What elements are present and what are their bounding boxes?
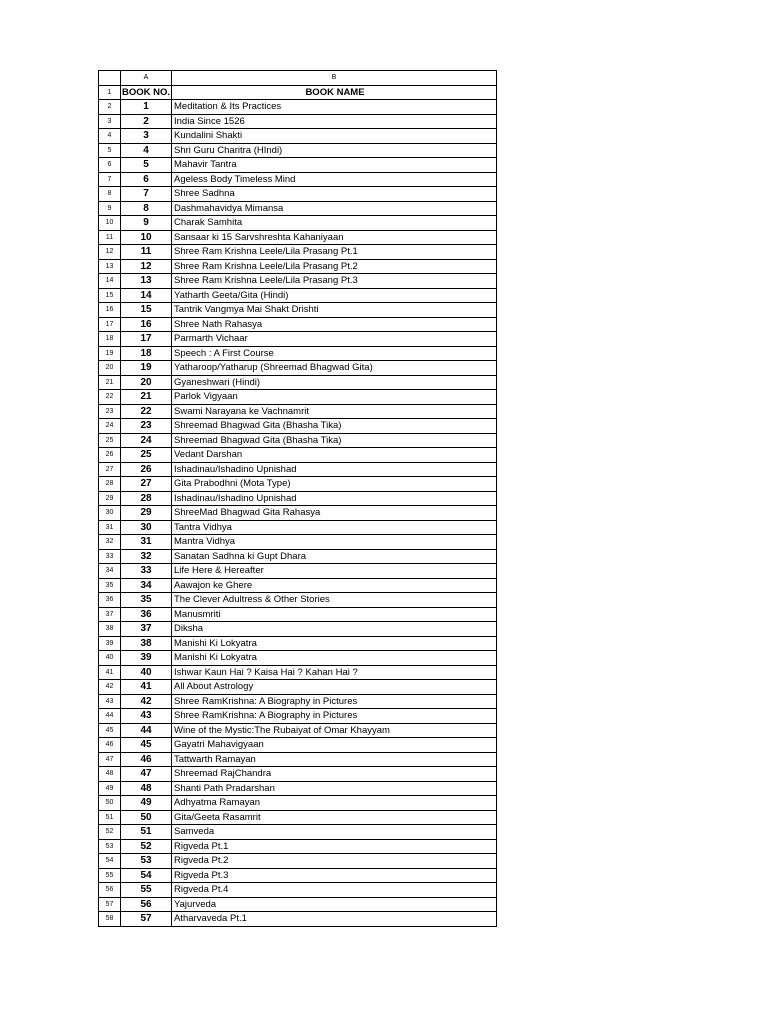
row-number[interactable]: 17 — [99, 317, 121, 332]
book-name-cell[interactable]: Manusmriti — [172, 607, 497, 622]
book-no-cell[interactable]: 53 — [121, 854, 172, 869]
row-number[interactable]: 49 — [99, 781, 121, 796]
row-number[interactable]: 52 — [99, 825, 121, 840]
book-name-cell[interactable]: Tantra Vidhya — [172, 520, 497, 535]
table-row — [99, 477, 497, 492]
row-number[interactable]: 36 — [99, 593, 121, 608]
book-no-cell[interactable]: 13 — [121, 274, 172, 289]
table-row — [99, 303, 497, 318]
row-number[interactable]: 32 — [99, 535, 121, 550]
table-row — [99, 274, 497, 289]
book-no-cell[interactable]: 32 — [121, 549, 172, 564]
book-no-cell[interactable]: 1 — [121, 100, 172, 115]
column-header-b[interactable]: B — [172, 71, 497, 86]
row-number[interactable]: 39 — [99, 636, 121, 651]
book-name-cell[interactable]: Diksha — [172, 622, 497, 637]
book-no-cell[interactable]: 26 — [121, 462, 172, 477]
book-name-cell[interactable]: Shree Nath Rahasya — [172, 317, 497, 332]
row-number[interactable]: 23 — [99, 404, 121, 419]
table-row — [99, 332, 497, 347]
book-no-cell[interactable]: 42 — [121, 694, 172, 709]
book-no-cell[interactable]: 40 — [121, 665, 172, 680]
book-name-cell[interactable]: Gita Prabodhni (Mota Type) — [172, 477, 497, 492]
table-row — [99, 259, 497, 274]
book-name-cell[interactable]: Tattwarth Ramayan — [172, 752, 497, 767]
book-name-cell[interactable]: Swami Narayana ke Vachnamrit — [172, 404, 497, 419]
row-number[interactable]: 56 — [99, 883, 121, 898]
book-no-cell[interactable]: 57 — [121, 912, 172, 927]
row-number[interactable]: 26 — [99, 448, 121, 463]
book-no-cell[interactable]: 9 — [121, 216, 172, 231]
book-no-cell[interactable]: 41 — [121, 680, 172, 695]
table-row — [99, 433, 497, 448]
table-row — [99, 665, 497, 680]
row-number[interactable]: 44 — [99, 709, 121, 724]
book-no-cell[interactable]: 11 — [121, 245, 172, 260]
book-name-cell[interactable]: Rigveda Pt.4 — [172, 883, 497, 898]
row-number[interactable]: 6 — [99, 158, 121, 173]
book-name-cell[interactable]: Gita/Geeta Rasamrit — [172, 810, 497, 825]
book-no-cell[interactable]: 10 — [121, 230, 172, 245]
table-row — [99, 172, 497, 187]
book-no-cell[interactable]: 3 — [121, 129, 172, 144]
book-no-cell[interactable]: 17 — [121, 332, 172, 347]
row-number[interactable]: 2 — [99, 100, 121, 115]
book-no-cell[interactable]: 4 — [121, 143, 172, 158]
table-row — [99, 781, 497, 796]
book-no-cell[interactable]: 5 — [121, 158, 172, 173]
book-list-sheet — [98, 70, 497, 927]
book-name-cell[interactable]: Ishadinau/Ishadino Upnishad — [172, 462, 497, 477]
book-name-cell[interactable]: Dashmahavidya Mimansa — [172, 201, 497, 216]
book-name-cell[interactable]: Manishi Ki Lokyatra — [172, 636, 497, 651]
book-no-cell[interactable]: 31 — [121, 535, 172, 550]
book-no-cell[interactable]: 44 — [121, 723, 172, 738]
book-name-cell[interactable]: Aawajon ke Ghere — [172, 578, 497, 593]
row-number[interactable]: 37 — [99, 607, 121, 622]
row-number[interactable]: 29 — [99, 491, 121, 506]
row-number[interactable]: 42 — [99, 680, 121, 695]
book-no-cell[interactable]: 24 — [121, 433, 172, 448]
book-no-cell[interactable]: 30 — [121, 520, 172, 535]
table-row — [99, 462, 497, 477]
row-number[interactable]: 25 — [99, 433, 121, 448]
book-no-cell[interactable]: 20 — [121, 375, 172, 390]
book-name-cell[interactable]: Mantra Vidhya — [172, 535, 497, 550]
book-no-cell[interactable]: 2 — [121, 114, 172, 129]
row-number[interactable]: 4 — [99, 129, 121, 144]
book-name-cell[interactable]: Ishwar Kaun Hai ? Kaisa Hai ? Kahan Hai ? — [172, 665, 497, 680]
row-number[interactable]: 34 — [99, 564, 121, 579]
book-name-cell[interactable]: Atharvaveda Pt.1 — [172, 912, 497, 927]
table-row — [99, 752, 497, 767]
book-name-cell[interactable]: All About Astrology — [172, 680, 497, 695]
book-no-cell[interactable]: 45 — [121, 738, 172, 753]
row-number[interactable]: 33 — [99, 549, 121, 564]
book-name-cell[interactable]: Shree RamKrishna: A Biography in Pictures — [172, 694, 497, 709]
row-number[interactable]: 45 — [99, 723, 121, 738]
row-number[interactable]: 21 — [99, 375, 121, 390]
book-name-cell[interactable]: Rigveda Pt.1 — [172, 839, 497, 854]
book-name-cell[interactable]: Ageless Body Timeless Mind — [172, 172, 497, 187]
table-row — [99, 506, 497, 521]
book-no-cell[interactable]: 29 — [121, 506, 172, 521]
table-row — [99, 897, 497, 912]
book-no-cell[interactable]: 15 — [121, 303, 172, 318]
book-name-cell[interactable]: Mahavir Tantra — [172, 158, 497, 173]
row-number[interactable]: 50 — [99, 796, 121, 811]
table-row — [99, 448, 497, 463]
book-name-cell[interactable]: Yatharoop/Yatharup (Shreemad Bhagwad Gita) — [172, 361, 497, 376]
table-row — [99, 607, 497, 622]
book-no-cell[interactable]: 23 — [121, 419, 172, 434]
book-name-cell[interactable]: Meditation & Its Practices — [172, 100, 497, 115]
book-no-cell[interactable]: 39 — [121, 651, 172, 666]
table-row — [99, 854, 497, 869]
table-row — [99, 564, 497, 579]
book-no-cell[interactable]: 51 — [121, 825, 172, 840]
table-row — [99, 912, 497, 927]
row-number[interactable]: 30 — [99, 506, 121, 521]
book-name-cell[interactable]: Yatharth Geeta/Gita (Hindi) — [172, 288, 497, 303]
book-name-cell[interactable]: Vedant Darshan — [172, 448, 497, 463]
book-name-cell[interactable]: Shanti Path Pradarshan — [172, 781, 497, 796]
row-number[interactable]: 16 — [99, 303, 121, 318]
book-no-cell[interactable]: 49 — [121, 796, 172, 811]
table-row — [99, 709, 497, 724]
table-row — [99, 201, 497, 216]
book-name-cell[interactable]: India Since 1526 — [172, 114, 497, 129]
row-number[interactable]: 47 — [99, 752, 121, 767]
book-name-cell[interactable]: Parmarth Vichaar — [172, 332, 497, 347]
book-no-cell[interactable]: 19 — [121, 361, 172, 376]
row-number[interactable]: 22 — [99, 390, 121, 405]
book-name-cell[interactable]: Sansaar ki 15 Sarvshreshta Kahaniyaan — [172, 230, 497, 245]
book-no-cell[interactable]: 46 — [121, 752, 172, 767]
row-number[interactable]: 11 — [99, 230, 121, 245]
table-row — [99, 187, 497, 202]
book-no-cell[interactable]: 33 — [121, 564, 172, 579]
book-no-cell[interactable]: 37 — [121, 622, 172, 637]
book-no-cell[interactable]: 25 — [121, 448, 172, 463]
row-number[interactable]: 48 — [99, 767, 121, 782]
row-number[interactable]: 7 — [99, 172, 121, 187]
book-no-cell[interactable]: 34 — [121, 578, 172, 593]
table-row — [99, 694, 497, 709]
table-row — [99, 651, 497, 666]
table-row — [99, 346, 497, 361]
row-number[interactable]: 18 — [99, 332, 121, 347]
row-number[interactable]: 9 — [99, 201, 121, 216]
book-name-cell[interactable]: Shreemad RajChandra — [172, 767, 497, 782]
book-name-cell[interactable]: Samveda — [172, 825, 497, 840]
book-name-cell[interactable]: Wine of the Mystic:The Rubaiyat of Omar Khayyam — [172, 723, 497, 738]
table-row — [99, 549, 497, 564]
table-row — [99, 100, 497, 115]
row-number[interactable]: 27 — [99, 462, 121, 477]
row-number[interactable]: 40 — [99, 651, 121, 666]
table-row — [99, 317, 497, 332]
row-number[interactable]: 10 — [99, 216, 121, 231]
book-name-cell[interactable]: Shreemad Bhagwad Gita (Bhasha Tika) — [172, 419, 497, 434]
row-number[interactable]: 13 — [99, 259, 121, 274]
table-row — [99, 622, 497, 637]
book-name-cell[interactable]: Rigveda Pt.2 — [172, 854, 497, 869]
row-number[interactable]: 19 — [99, 346, 121, 361]
row-number[interactable]: 24 — [99, 419, 121, 434]
book-name-cell[interactable]: Manishi Ki Lokyatra — [172, 651, 497, 666]
table-row — [99, 839, 497, 854]
book-no-cell[interactable]: 43 — [121, 709, 172, 724]
table-row — [99, 288, 497, 303]
table-row — [99, 375, 497, 390]
table-row — [99, 535, 497, 550]
book-name-cell[interactable]: Ishadinau/Ishadino Upnishad — [172, 491, 497, 506]
table-row — [99, 636, 497, 651]
row-number[interactable]: 51 — [99, 810, 121, 825]
book-name-cell[interactable]: Parlok Vigyaan — [172, 390, 497, 405]
row-number[interactable]: 5 — [99, 143, 121, 158]
book-no-cell[interactable]: 16 — [121, 317, 172, 332]
table-row — [99, 578, 497, 593]
book-name-cell[interactable]: Shree RamKrishna: A Biography in Pictures — [172, 709, 497, 724]
book-no-cell[interactable]: 52 — [121, 839, 172, 854]
row-number[interactable]: 14 — [99, 274, 121, 289]
table-row — [99, 810, 497, 825]
row-number[interactable]: 8 — [99, 187, 121, 202]
table-row — [99, 883, 497, 898]
book-no-cell[interactable]: 27 — [121, 477, 172, 492]
book-no-cell[interactable]: 36 — [121, 607, 172, 622]
row-number[interactable]: 57 — [99, 897, 121, 912]
row-number[interactable]: 20 — [99, 361, 121, 376]
book-name-cell[interactable]: Charak Samhita — [172, 216, 497, 231]
book-no-cell[interactable]: 7 — [121, 187, 172, 202]
table-row — [99, 404, 497, 419]
row-number[interactable]: 12 — [99, 245, 121, 260]
table-row — [99, 680, 497, 695]
column-header-row — [99, 71, 497, 86]
row-number[interactable]: 28 — [99, 477, 121, 492]
book-no-cell[interactable]: 28 — [121, 491, 172, 506]
book-no-cell[interactable]: 12 — [121, 259, 172, 274]
book-name-cell[interactable]: Sanatan Sadhna ki Gupt Dhara — [172, 549, 497, 564]
book-name-cell[interactable]: Gyaneshwari (Hindi) — [172, 375, 497, 390]
row-number[interactable]: 46 — [99, 738, 121, 753]
book-name-cell[interactable]: Yajurveda — [172, 897, 497, 912]
table-row — [99, 796, 497, 811]
book-name-cell[interactable]: Shreemad Bhagwad Gita (Bhasha Tika) — [172, 433, 497, 448]
row-number[interactable]: 53 — [99, 839, 121, 854]
book-name-cell[interactable]: Speech : A First Course — [172, 346, 497, 361]
book-no-cell[interactable]: 6 — [121, 172, 172, 187]
book-no-cell[interactable]: 22 — [121, 404, 172, 419]
book-name-cell[interactable]: Shree Sadhna — [172, 187, 497, 202]
book-no-cell[interactable]: 56 — [121, 897, 172, 912]
table-row — [99, 419, 497, 434]
book-name-cell[interactable]: Shree Ram Krishna Leele/Lila Prasang Pt.1 — [172, 245, 497, 260]
corner-cell[interactable] — [99, 71, 121, 86]
table-row — [99, 216, 497, 231]
book-no-cell[interactable]: 48 — [121, 781, 172, 796]
book-name-cell[interactable]: Shri Guru Charitra (HIndi) — [172, 143, 497, 158]
book-no-cell[interactable]: 35 — [121, 593, 172, 608]
book-name-cell[interactable]: The Clever Adultress & Other Stories — [172, 593, 497, 608]
book-no-cell[interactable]: 8 — [121, 201, 172, 216]
book-no-cell[interactable]: 14 — [121, 288, 172, 303]
book-name-cell[interactable]: Shree Ram Krishna Leele/Lila Prasang Pt.2 — [172, 259, 497, 274]
row-number[interactable]: 55 — [99, 868, 121, 883]
book-name-cell[interactable]: ShreeMad Bhagwad Gita Rahasya — [172, 506, 497, 521]
book-no-header[interactable]: BOOK NO. — [121, 86, 171, 98]
book-name-cell[interactable]: Shree Ram Krishna Leele/Lila Prasang Pt.3 — [172, 274, 497, 289]
row-number[interactable]: 15 — [99, 288, 121, 303]
book-name-cell[interactable]: Gayatri Mahavigyaan — [172, 738, 497, 753]
row-number[interactable]: 58 — [99, 912, 121, 927]
book-name-cell[interactable]: Tantrik Vangmya Mai Shakt Drishti — [172, 303, 497, 318]
table-row — [99, 230, 497, 245]
table-row — [99, 245, 497, 260]
table-row — [99, 825, 497, 840]
column-header-a[interactable]: A — [121, 71, 172, 86]
book-no-cell[interactable]: 50 — [121, 810, 172, 825]
table-row — [99, 129, 497, 144]
table-row — [99, 738, 497, 753]
row-number[interactable]: 41 — [99, 665, 121, 680]
book-name-cell[interactable]: Life Here & Hereafter — [172, 564, 497, 579]
table-row — [99, 491, 497, 506]
table-row — [99, 158, 497, 173]
book-name-cell[interactable]: Kundalini Shakti — [172, 129, 497, 144]
header-row — [99, 85, 497, 100]
row-number[interactable]: 31 — [99, 520, 121, 535]
table-row — [99, 390, 497, 405]
book-no-cell[interactable]: 21 — [121, 390, 172, 405]
row-number[interactable]: 38 — [99, 622, 121, 637]
table-row — [99, 114, 497, 129]
row-number[interactable]: 1 — [99, 85, 121, 100]
book-name-cell[interactable]: Rigveda Pt.3 — [172, 868, 497, 883]
table-row — [99, 520, 497, 535]
table-row — [99, 723, 497, 738]
row-number[interactable]: 43 — [99, 694, 121, 709]
table-row — [99, 143, 497, 158]
book-name-header[interactable]: BOOK NAME — [172, 85, 497, 100]
book-no-cell[interactable]: 47 — [121, 767, 172, 782]
book-no-cell[interactable]: 55 — [121, 883, 172, 898]
book-no-cell[interactable]: 18 — [121, 346, 172, 361]
table-row — [99, 361, 497, 376]
table-row — [99, 767, 497, 782]
row-number[interactable]: 3 — [99, 114, 121, 129]
book-no-cell[interactable]: 54 — [121, 868, 172, 883]
book-name-cell[interactable]: Adhyatma Ramayan — [172, 796, 497, 811]
row-number[interactable]: 54 — [99, 854, 121, 869]
row-number[interactable]: 35 — [99, 578, 121, 593]
table-row — [99, 868, 497, 883]
book-no-cell[interactable]: 38 — [121, 636, 172, 651]
table-row — [99, 593, 497, 608]
